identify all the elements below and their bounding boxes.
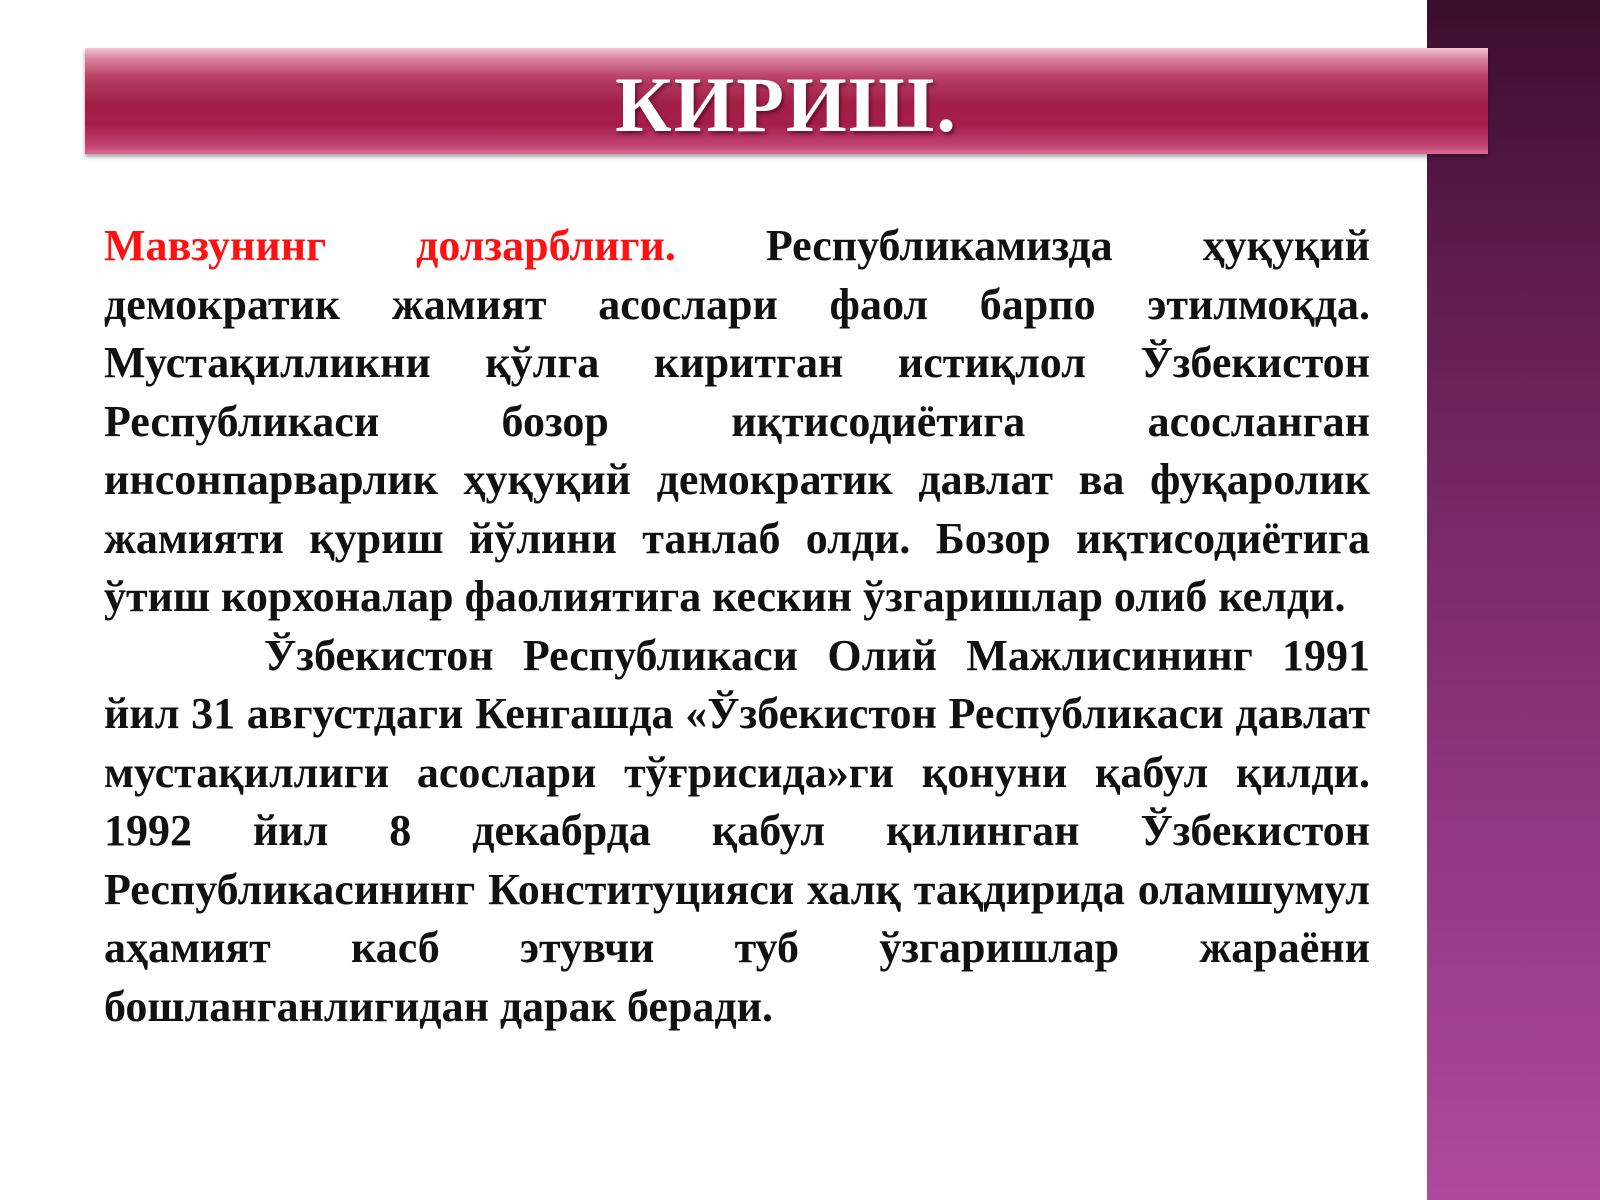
topic-relevance-heading: Мавзунинг долзарблиги.	[104, 221, 676, 270]
paragraph-constitution: Ўзбекистон Республикаси Олий Мажлисининг 1991 йил 31 августдаги Кенгашда «Ўзбекистон Республикаси давлат мустақиллиги асослари тўғрисида»ги қонуни қабул қилди. 1992 йил 8 декабрда қабул қилинган Ўзбекистон Республикасининг Конституцияси халқ тақдирида оламшумул аҳамият касб этувчи туб ўзгаришлар жараёни бошланганлигидан дарак беради.	[104, 630, 1370, 1031]
decorative-side-band	[1427, 0, 1600, 1200]
slide-title: КИРИШ.	[615, 61, 958, 148]
paragraph-relevance-text: Республикамизда ҳуқуқий демократик жамият асослари фаол барпо этилмоқда. Мустақилликни қўлга киритган истиқлол Ўзбекистон Республикаси бозор иқтисодиётига асосланган инсонпарварлик ҳуқуқий демократик давлат ва фуқаролик жамияти қуриш йўлини танлаб олди. Бозор иқтисодиётига ўтиш корхоналар фаолиятига кескин ўзгаришлар олиб келди.	[104, 221, 1370, 621]
slide-body	[104, 217, 1370, 1036]
paragraph-relevance	[104, 217, 1370, 627]
